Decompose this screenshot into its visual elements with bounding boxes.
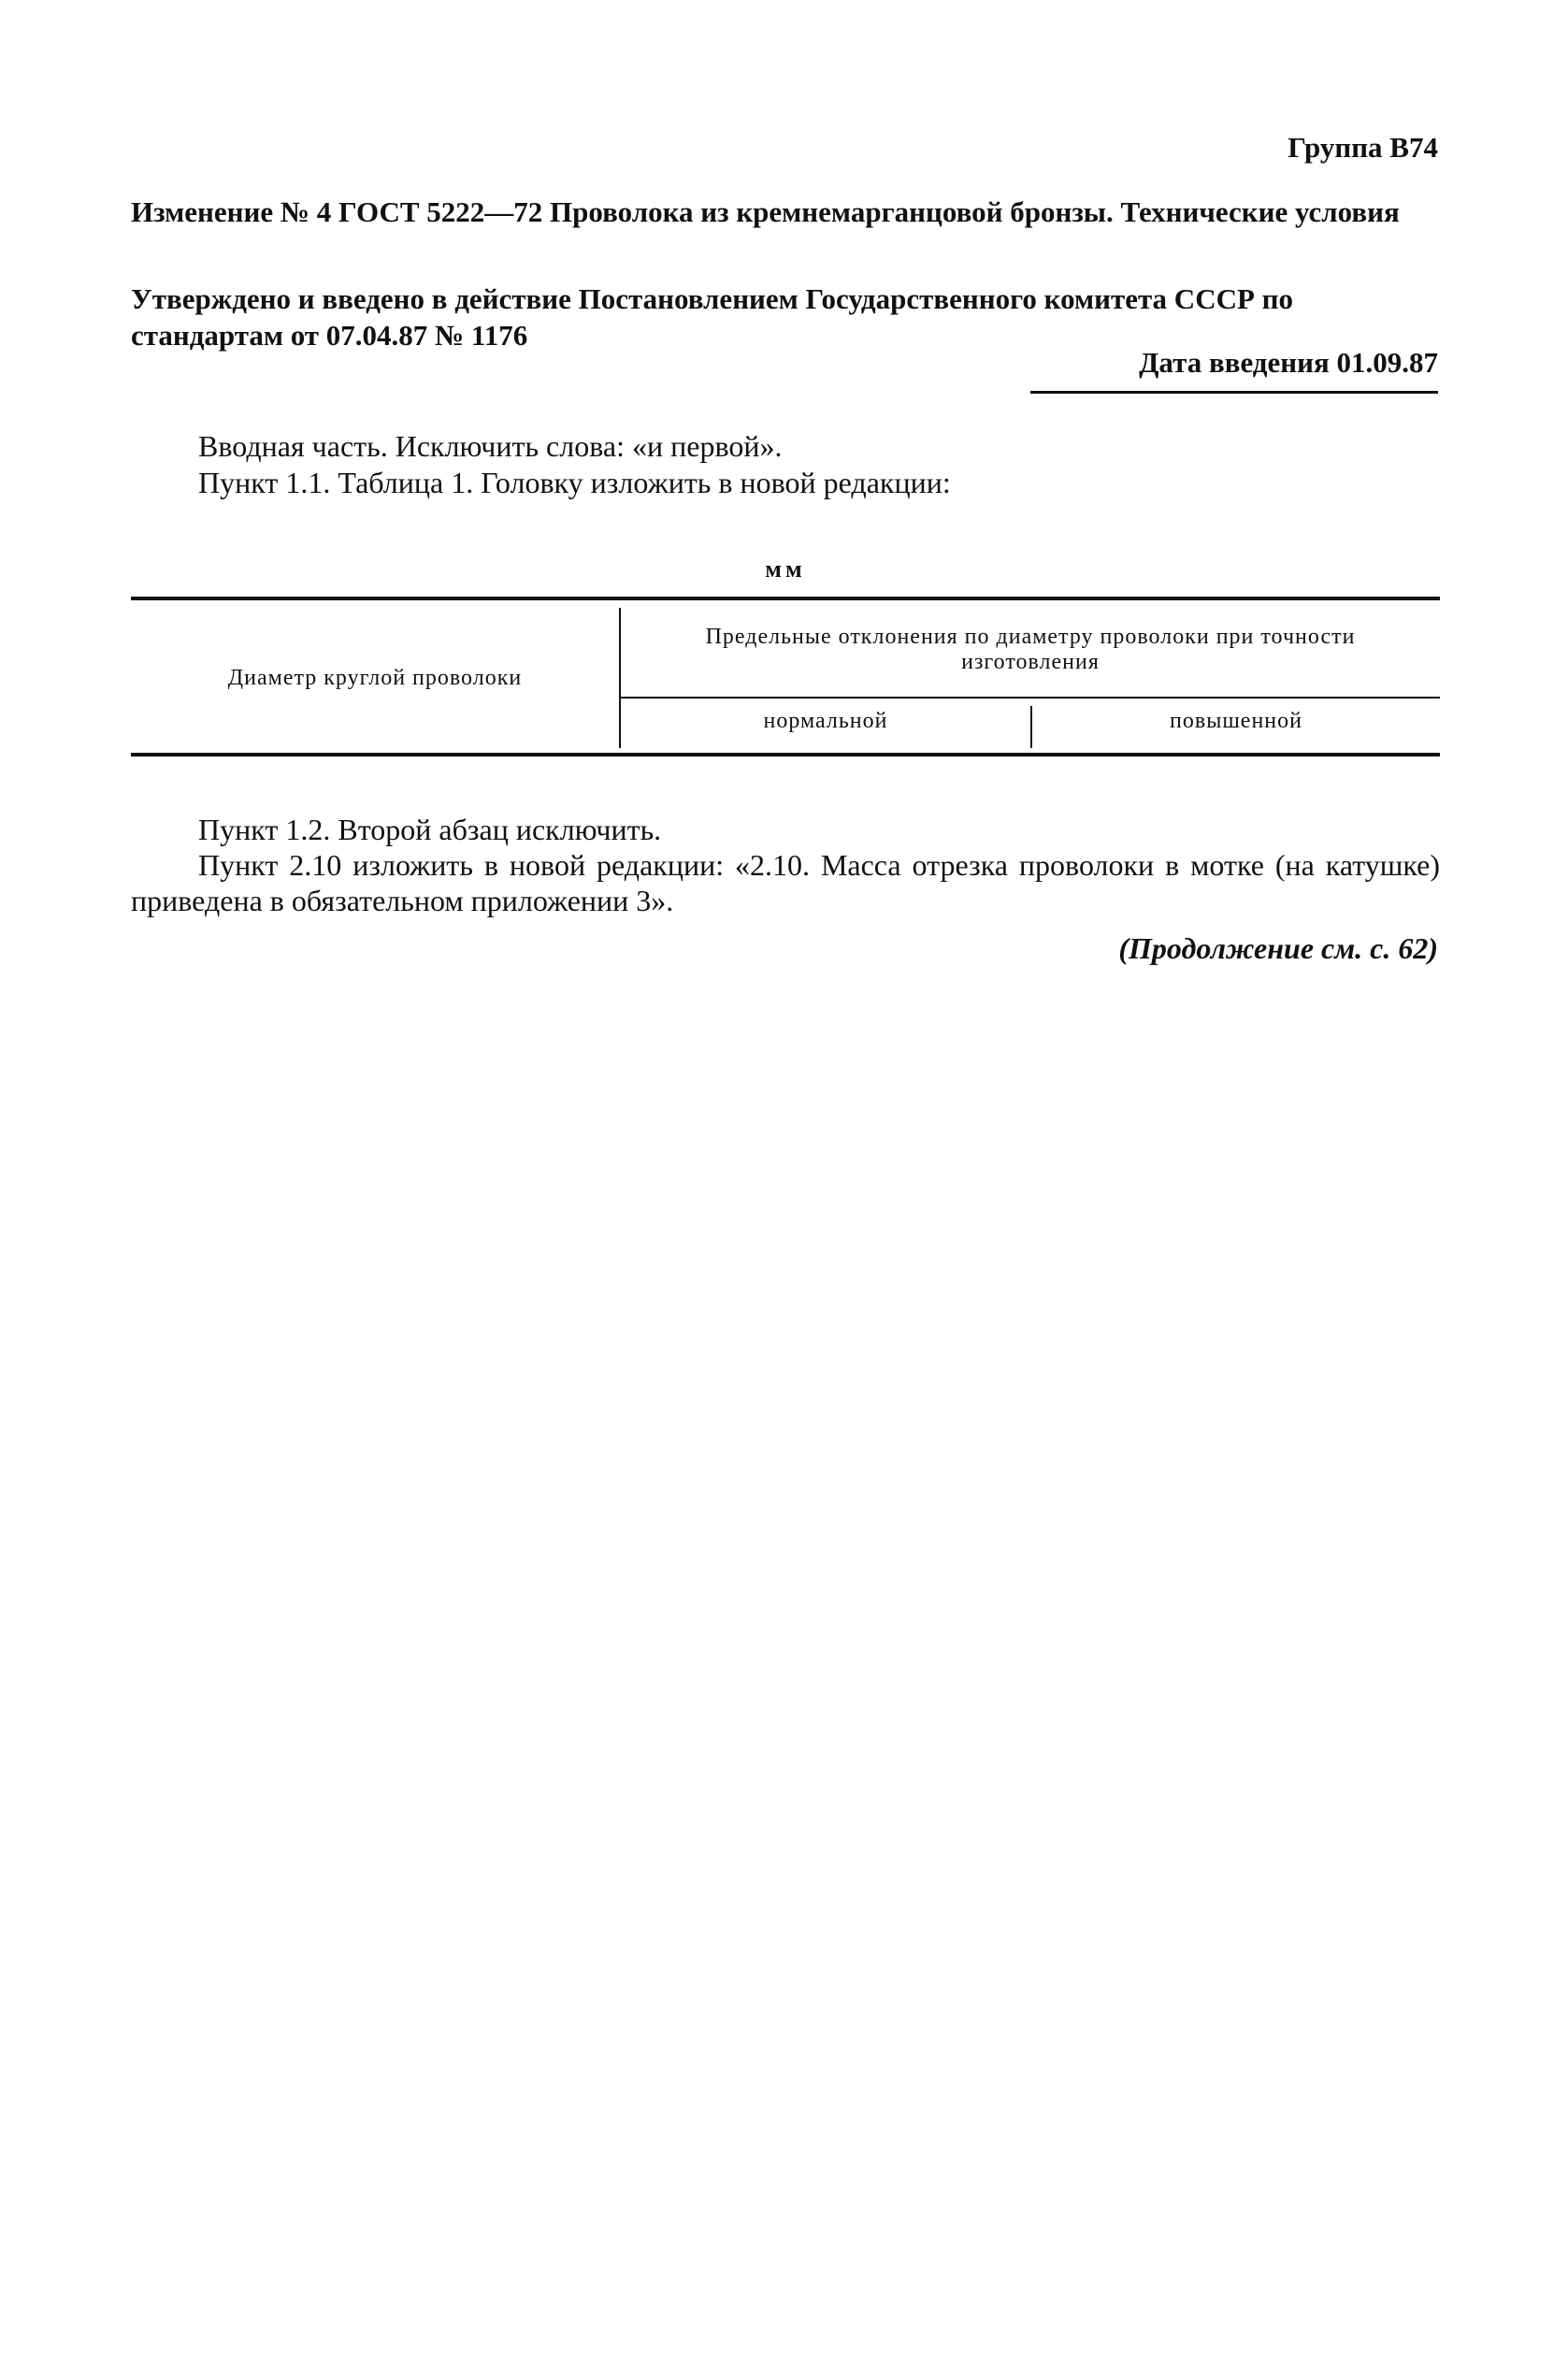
header-diameter: Диаметр круглой проволоки [227,666,523,690]
paragraph-1-2: Пункт 1.2. Второй абзац исключить. [198,813,662,846]
table-subheader-rule [621,697,1440,699]
header-normal: нормальной [763,709,888,733]
header-deviations [621,625,1440,675]
paragraph-2-10: Пункт 2.10 изложить в новой редакции: «2.10. Масса отрезка проволоки в мотке (на катушке) приведена в обязательном приложении 3». [131,848,1440,917]
header-high: повышенной [1170,709,1302,733]
group-code: Группа В74 [1287,131,1438,164]
continued-note: (Продолжение см. с. 62) [1118,931,1438,965]
effective-date-underline [1030,391,1438,394]
amendment-title: Изменение № 4 ГОСТ 5222—72 Проволока из кремнемарганцовой бронзы. Технические условия [131,195,1400,228]
paragraph-intro: Вводная часть. Исключить слова: «и первой». [198,429,783,463]
header-deviations-text: Предельные отклонения по диаметру проволоки при точности изготовления [705,625,1356,674]
table-top-rule [131,597,1440,600]
table-unit: мм [765,555,806,583]
approval-statement: Утверждено и введено в действие Постановлением Государственного комитета СССР по стандартам от 07.04.87 № 1176 [131,282,1294,352]
table-bottom-rule [131,753,1440,756]
paragraph-table-header: Пункт 1.1. Таблица 1. Головку изложить в новой редакции: [198,466,951,499]
effective-date: Дата введения 01.09.87 [1139,346,1438,379]
